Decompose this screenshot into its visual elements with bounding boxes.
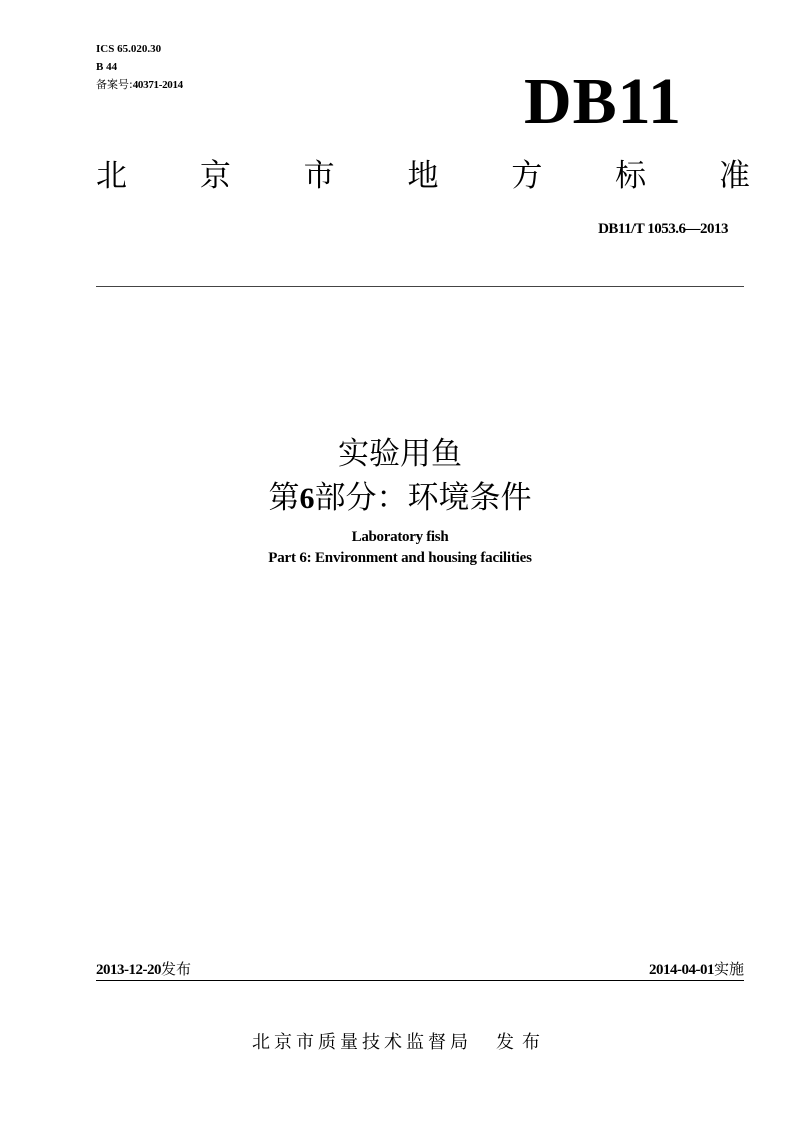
db-code-mark: DB11	[524, 65, 683, 138]
effective-date: 2014-04-01	[648, 962, 714, 978]
issue-date: 2013-12-20	[96, 962, 161, 978]
record-number: 40371-2014	[132, 79, 183, 91]
standard-type-char: 京	[199, 158, 231, 194]
issue-label: 发布	[161, 960, 192, 978]
header-divider	[96, 286, 744, 287]
standard-type-char: 方	[511, 158, 543, 194]
title-cn-main: 实验用鱼	[338, 436, 462, 472]
standard-type-char: 地	[407, 158, 439, 194]
title-cn-part	[0, 474, 800, 523]
title-part-number: 6	[299, 482, 315, 515]
record-label: 备案号:	[96, 78, 133, 91]
classification-block	[96, 40, 183, 94]
issuer-action: 发布	[496, 1032, 548, 1053]
record-number-line	[96, 76, 183, 94]
title-en-main: Laboratory fish	[351, 529, 449, 545]
effective-label: 实施	[713, 960, 744, 978]
standard-type-char: 北	[96, 158, 127, 194]
standard-number: DB11/T 1053.6—2013	[598, 221, 728, 237]
ccs-code: B 44	[96, 61, 118, 73]
title-part-name: 部分：环境条件	[314, 480, 532, 516]
ics-code: ICS 65.020.30	[96, 43, 162, 55]
title-en-part: Part 6: Environment and housing facilities	[268, 550, 532, 566]
standard-type-char: 市	[303, 158, 335, 194]
title-part-prefix: 第	[268, 480, 300, 516]
date-row	[96, 958, 744, 981]
issuer-name: 北京市质量技术监督局	[252, 1032, 472, 1053]
effective-date-line	[649, 958, 744, 981]
standard-type-heading	[96, 156, 750, 196]
issuer-line	[0, 1030, 800, 1056]
standard-type-char: 准	[718, 158, 750, 194]
standard-type-char: 标	[615, 158, 647, 194]
issue-date-line	[96, 958, 191, 981]
title-block	[0, 430, 800, 569]
